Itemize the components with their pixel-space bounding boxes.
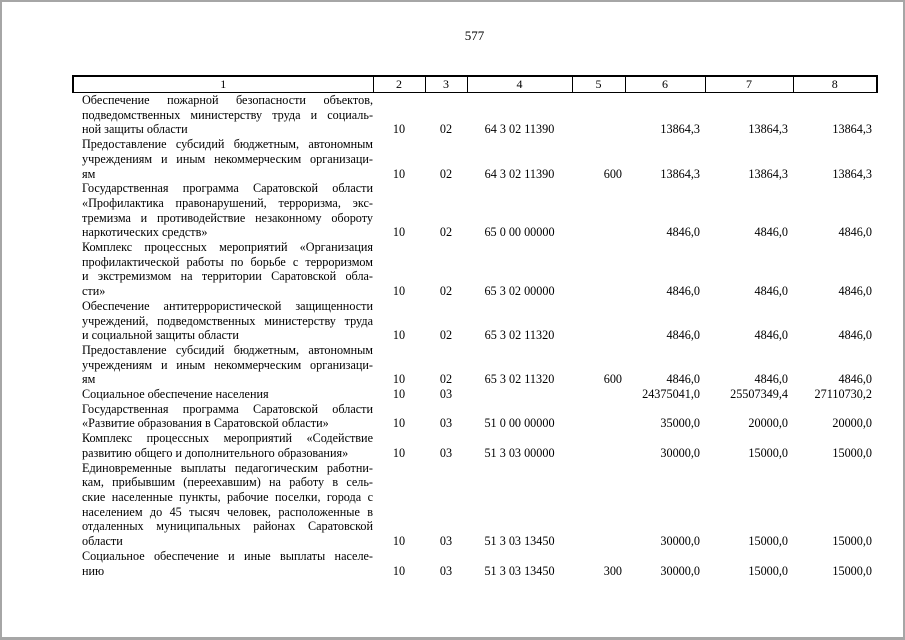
amount-cell-6: 4846,0 (666, 225, 700, 240)
amount-cell-8: 4846,0 (838, 284, 872, 299)
amount-cell-8: 4846,0 (838, 225, 872, 240)
program-name-line: Единовременные выплаты педагогическим работни- (82, 460, 373, 475)
program-name-line: Предоставление субсидий бюджетным, автономным (82, 342, 373, 357)
subsection-code-cell: 03 (439, 563, 453, 578)
section-code-cell: 10 (392, 225, 406, 240)
program-name-line: Комплекс процессных мероприятий «Содействие (82, 431, 373, 446)
subsection-code-cell: 02 (439, 166, 453, 181)
amount-cell-6: 13864,3 (660, 166, 700, 181)
table-row (73, 387, 877, 402)
subsection-code-cell: 03 (439, 416, 453, 431)
amount-cell-6: 30000,0 (660, 445, 700, 460)
program-name-cell (73, 299, 373, 343)
page-number: 577 (464, 28, 485, 43)
table-row (73, 240, 877, 299)
program-name-line: и экстремизмом на территории Саратовской обла- (82, 269, 373, 284)
program-name-line: развитию общего и дополнительного образования» (82, 445, 349, 460)
program-name-line: кам, прибывшим (переехавшим) на работу в сель- (82, 475, 373, 490)
program-name-line: тремизма и противодействие незаконному обороту (82, 210, 373, 225)
column-header: 7 (705, 76, 793, 93)
target-article-cell: 64 3 02 11390 (484, 122, 555, 137)
expense-type-cell (572, 431, 625, 460)
header-row (73, 76, 877, 93)
target-article-cell: 65 3 02 11320 (484, 372, 555, 387)
program-name-line: Социальное обеспечение населения (82, 387, 269, 402)
expense-type-cell (572, 402, 625, 431)
section-code-cell: 10 (392, 284, 406, 299)
program-name-line: учреждений, подведомственных министерству труда (82, 313, 373, 328)
program-name-line: ям (82, 166, 96, 181)
program-name-cell (73, 240, 373, 299)
program-name-cell (73, 402, 373, 431)
amount-cell-7: 15000,0 (748, 563, 788, 578)
amount-cell-8: 13864,3 (832, 166, 872, 181)
amount-cell-8: 15000,0 (832, 445, 872, 460)
section-code-cell: 10 (392, 387, 406, 402)
table-row (73, 431, 877, 460)
amount-cell-7: 15000,0 (748, 534, 788, 549)
subsection-code-cell: 02 (439, 328, 453, 343)
program-name-line: ям (82, 372, 96, 387)
amount-cell-6: 4846,0 (666, 284, 700, 299)
expense-type-cell (572, 461, 625, 549)
amount-cell-7: 13864,3 (748, 122, 788, 137)
section-code-cell: 10 (392, 416, 406, 431)
amount-cell-8: 27110730,2 (814, 387, 872, 402)
table-row (73, 181, 877, 240)
amount-cell-6: 13864,3 (660, 122, 700, 137)
program-name-cell (73, 137, 373, 181)
table-row (73, 137, 877, 181)
column-header: 5 (572, 76, 625, 93)
program-name-line: Обеспечение антитеррористической защищенности (82, 298, 373, 313)
program-name-cell (73, 387, 373, 402)
amount-cell-8: 15000,0 (832, 534, 872, 549)
table-header (73, 76, 877, 93)
section-code-cell: 10 (392, 372, 406, 387)
expense-type-cell (572, 240, 625, 299)
target-article-cell: 51 0 00 00000 (484, 416, 555, 431)
amount-cell-6: 30000,0 (660, 534, 700, 549)
column-header: 6 (625, 76, 705, 93)
table-body (73, 93, 877, 579)
subsection-code-cell: 02 (439, 122, 453, 137)
column-header: 1 (73, 76, 373, 93)
program-name-line: Социальное обеспечение и иные выплаты населе- (82, 548, 373, 563)
expense-type-cell: 600 (603, 166, 622, 181)
amount-cell-7: 15000,0 (748, 445, 788, 460)
subsection-code-cell: 02 (439, 372, 453, 387)
target-article-cell: 51 3 03 13450 (484, 563, 555, 578)
subsection-code-cell: 03 (439, 445, 453, 460)
amount-cell-7: 20000,0 (748, 416, 788, 431)
program-name-line: области (82, 534, 123, 549)
section-code-cell: 10 (392, 534, 406, 549)
table-row (73, 402, 877, 431)
table-row (73, 299, 877, 343)
program-name-line: учреждениям и иным некоммерческим организаци- (82, 357, 373, 372)
table-row (73, 461, 877, 549)
amount-cell-6: 30000,0 (660, 563, 700, 578)
program-name-line: и социальной защиты области (82, 328, 239, 343)
program-name-line: ной защиты области (82, 122, 188, 137)
program-name-cell (73, 343, 373, 387)
subsection-code-cell: 03 (439, 387, 453, 402)
subsection-code-cell: 02 (439, 225, 453, 240)
program-name-cell (73, 181, 373, 240)
program-name-line: Предоставление субсидий бюджетным, автономным (82, 137, 373, 152)
amount-cell-6: 35000,0 (660, 416, 700, 431)
amount-cell-8: 20000,0 (832, 416, 872, 431)
amount-cell-8: 15000,0 (832, 563, 872, 578)
table-row (73, 343, 877, 387)
expense-type-cell: 600 (603, 372, 622, 387)
amount-cell-6: 4846,0 (666, 372, 700, 387)
amount-cell-6: 24375041,0 (642, 387, 700, 402)
expense-type-cell: 300 (603, 563, 622, 578)
column-header: 8 (793, 76, 877, 93)
program-name-cell (73, 93, 373, 138)
target-article-cell: 65 0 00 00000 (484, 225, 555, 240)
section-code-cell: 10 (392, 445, 406, 460)
amount-cell-6: 4846,0 (666, 328, 700, 343)
expense-type-cell (572, 181, 625, 240)
program-name-line: отдаленных муниципальных районах Саратовской (82, 519, 373, 534)
amount-cell-7: 4846,0 (754, 284, 788, 299)
expense-type-cell (572, 93, 625, 138)
expense-type-cell (572, 299, 625, 343)
amount-cell-7: 13864,3 (748, 166, 788, 181)
program-name-cell (73, 431, 373, 460)
amount-cell-7: 4846,0 (754, 372, 788, 387)
subsection-code-cell: 03 (439, 534, 453, 549)
program-name-line: нию (82, 563, 105, 578)
program-name-line: ские населенные пункты, рабочие поселки, города с (82, 489, 373, 504)
column-header: 2 (373, 76, 425, 93)
program-name-line: Комплекс процессных мероприятий «Организация (82, 240, 373, 255)
amount-cell-8: 4846,0 (838, 328, 872, 343)
subsection-code-cell: 02 (439, 284, 453, 299)
program-name-line: подведомственных министерству труда и социаль- (82, 107, 373, 122)
program-name-line: «Развитие образования в Саратовской области» (82, 416, 329, 431)
program-name-line: сти» (82, 284, 106, 299)
section-code-cell: 10 (392, 328, 406, 343)
target-article-cell: 64 3 02 11390 (484, 166, 555, 181)
program-name-line: профилактической работы по борьбе с терроризмом (82, 254, 373, 269)
program-name-line: Государственная программа Саратовской области (82, 401, 373, 416)
program-name-line: Обеспечение пожарной безопасности объектов, (82, 93, 373, 107)
section-code-cell: 10 (392, 122, 406, 137)
expense-type-cell (572, 387, 625, 402)
amount-cell-8: 4846,0 (838, 372, 872, 387)
program-name-line: населением до 45 тысяч человек, расположенные в (82, 504, 373, 519)
amount-cell-7: 4846,0 (754, 225, 788, 240)
target-article-cell (467, 387, 572, 402)
program-name-cell (73, 461, 373, 549)
amount-cell-7: 4846,0 (754, 328, 788, 343)
program-name-line: учреждениям и иным некоммерческим организаци- (82, 151, 373, 166)
target-article-cell: 51 3 03 13450 (484, 534, 555, 549)
section-code-cell: 10 (392, 166, 406, 181)
target-article-cell: 51 3 03 00000 (484, 445, 555, 460)
table-row (73, 549, 877, 578)
budget-table (72, 75, 878, 578)
column-header: 4 (467, 76, 572, 93)
table-row (73, 93, 877, 138)
program-name-line: Государственная программа Саратовской области (82, 181, 373, 196)
amount-cell-7: 25507349,4 (730, 387, 788, 402)
column-header: 3 (425, 76, 467, 93)
program-name-cell (73, 549, 373, 578)
target-article-cell: 65 3 02 11320 (484, 328, 555, 343)
program-name-line: наркотических средств» (82, 225, 208, 240)
program-name-line: «Профилактика правонарушений, терроризма, экс- (82, 195, 373, 210)
section-code-cell: 10 (392, 563, 406, 578)
target-article-cell: 65 3 02 00000 (484, 284, 555, 299)
amount-cell-8: 13864,3 (832, 122, 872, 137)
